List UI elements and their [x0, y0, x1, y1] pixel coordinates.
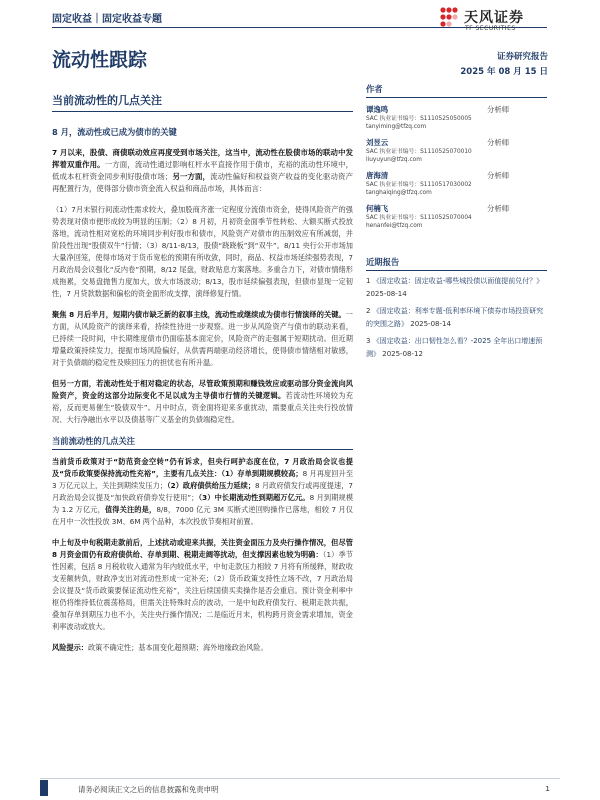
paragraph-5-point-3: （3）中长期流动性到期超万亿元。 — [198, 493, 310, 502]
paragraph-5-point-2: （2）政府债供给压力延续； — [167, 481, 256, 490]
lead-paragraph — [52, 147, 353, 195]
page-number: 1 — [545, 784, 550, 793]
paragraph-3-bold: 聚焦 8 月后半月，短期内债市缺乏新的叙事主线，流动性或继续成为债市行情演绎的关键。 — [52, 310, 346, 319]
recent-report-link[interactable] — [366, 335, 547, 361]
author-entry — [366, 137, 547, 164]
logo-icon — [437, 5, 461, 29]
logo-text-en: TF SECURITIES — [465, 25, 516, 32]
author-license: SAC 执业证书编号：S1110525070004 — [366, 215, 472, 221]
section-title-1: 8 月，流动性或已成为债市的关键 — [52, 126, 353, 141]
paragraph-3 — [52, 309, 353, 369]
main-content — [52, 126, 353, 663]
author-entry — [366, 170, 547, 197]
risk-text: 政策不确定性；基本面变化超预期；海外地缘政治风险。 — [87, 643, 268, 652]
report-title[interactable]: 《固定收益：固定收益-哪些城投债以面值提前兑付？》 — [372, 277, 544, 285]
report-index: 1 — [366, 277, 371, 285]
risk-label: 风险提示： — [52, 643, 88, 652]
paragraph-4-bold: 但另一方面，若流动性处于相对稳定的状态，尽管政策预期和赚钱效应或驱动部分资金流向风险资产，资金的这部分边际变化不足以成为主导债市行情的关键逻辑。 — [52, 379, 353, 400]
report-subtitle: 当前流动性的几点关注 — [52, 94, 162, 107]
author-name: 谭逸鸣 — [366, 105, 389, 114]
authors-heading: 作者 — [366, 83, 547, 98]
author-role: 分析师 — [487, 138, 510, 147]
paragraph-5-bold: 当前货币政策对于“防范资金空转”仍有诉求，但央行呵护态度在位，7 月政治局会议也提及“货币政策要保持流动性充裕”，主要有几点关注： — [52, 457, 353, 478]
author-name: 唐海清 — [366, 171, 389, 180]
author-name: 何楠飞 — [366, 204, 389, 213]
paragraph-4 — [52, 378, 353, 426]
recent-report-link[interactable] — [366, 305, 547, 331]
paragraph-6-text: （1）季节性因素，包括 8 月税收收入通常为年内较低水平，中旬走款压力相较 7 月将有所缓释，财政收支差额转负，财政净支出对流动性形成一定补充；（2）货币政策支持性立场不改，7 月政治局会议提及“货币政策要保证流动性充裕”，关注后续国债买卖操作是否会重启。预计资金利率中枢仍将维持低位震荡格局，但需关注特殊时点的波动，一是中旬政府债发行、税期走款共振，叠加存单到期压力也不小，关注央行操作情况；二是临近月末，机构跨月资金需求增加，资金利率波动或放大。 — [52, 550, 353, 631]
paragraph-5-text-4: 8/8，7000 亿元 3M 买断式逆回购操作已落地，相较 7 月仅在月中一次性投放 3M、6M 两个品种，本次投放节奏相对前置。 — [52, 505, 353, 526]
report-index: 2 — [366, 307, 371, 315]
report-title[interactable]: 《固定收益：利率专题-低利率环境下债券市场投资研究的突围之路》 — [366, 307, 544, 328]
author-email[interactable]: liuyuyun@tfzq.com — [366, 157, 422, 163]
footer-disclaimer: 请务必阅读正文之后的信息披露和免责申明 — [78, 785, 219, 794]
author-role: 分析师 — [487, 204, 510, 213]
report-date: 2025-08-14 — [366, 290, 407, 298]
paragraph-6 — [52, 537, 353, 633]
author-entry — [366, 104, 547, 131]
paragraph-4-text: 若流动性环境较为充裕，反而更易催生“股债双牛”。月中时点，资金面将迎来多重扰动，需要重点关注央行投放情况、大行净融出水平以及债基等广义基金的负债端稳定性。 — [52, 391, 353, 424]
risk-warning — [52, 642, 353, 654]
paragraph-5-text-1: 8 月再度回升至 3 万亿元以上，关注到期续发压力； — [52, 469, 354, 490]
author-role: 分析师 — [487, 105, 510, 114]
lead-text-1: 一方面，流动性通过影响杠杆水平直接作用于债市，充裕的流动性环境中，低成本杠杆资金同步利好股债市场； — [52, 160, 353, 181]
paragraph-5-text-3: 8 月到期规模为 1.2 万亿元， — [52, 493, 354, 514]
company-logo — [437, 3, 547, 39]
report-index: 3 — [366, 337, 371, 345]
author-license: SAC 执业证书编号：S1110525070010 — [366, 149, 472, 155]
author-email[interactable]: tanyiming@tfzq.com — [366, 124, 427, 130]
page-title: 流动性跟踪 — [52, 49, 148, 71]
lead-bold-2: 另一方面， — [172, 172, 211, 181]
paragraph-5-point-1: （1）存单到期规模较高； — [221, 469, 303, 478]
recent-reports-heading: 近期报告 — [366, 256, 547, 271]
paragraph-2: （1）7月末银行间流动性需求较大，叠加股商齐涨一定程度分流债市资金，使得风险资产的强势表现对债市便形成较为明显的压制；（2）8 月初，月初资金面季节性转松、大额买断式投放落地，流动性相对宽松的环境同步利好股市和债市，风险资产对债市的压制效应有所减弱，并阶段性出现“股债双牛”行情；（3）8/11-8/13，股债“跷跷板”到“双牛”。8/11 央行公开市场加大量净回笼，使得市场对于货币宽松的预期有所收敛，同时，商品、权益市场延续强势表现，7 月政治局会议强化“反内卷”预期，8/12 尾盘，财政贴息方案落地。多重合力下，对债市情绪形成拖累，交易盘抛售力度加大，放大市场波动；8/13，股市延续偏强表现，但债市显现一定韧性，7 月贷款数据和偏松的资金面形成支撑，演绎修复行情。 — [52, 205, 353, 298]
header-category: 固定收益｜固定收益专题 — [52, 14, 162, 25]
paragraph-3-text: 一方面，从风险资产的演绎来看，持续性待进一步观察。进一步从风险资产与债市的联动来看，已持续一段时间，中长期维度债市仍面临基本面定价，风险资产的走强属于短期扰动。但近期增量政策持续发力，提振市场风险偏好，从供需两端驱动经济增长，使得债市情绪相对敏感，对于负债端的稳定性及赎回压力的担忧也有所升温。 — [52, 310, 353, 367]
author-license: SAC 执业证书编号：S1110525050005 — [366, 116, 472, 122]
author-license: SAC 执业证书编号：S1110517030002 — [366, 182, 472, 188]
author-email[interactable]: henanfei@tfzq.com — [366, 223, 423, 229]
report-date: 2025-08-12 — [382, 350, 423, 358]
logo-text-cn: 天风证券 — [464, 10, 524, 26]
report-date: 2025-08-14 — [410, 320, 451, 328]
author-email[interactable]: tanghaiqing@tfzq.com — [366, 190, 432, 196]
paragraph-5-highlight: 值得关注的是， — [104, 505, 157, 514]
paragraph-6-bold: 中上旬及中旬税期走款前后，上述扰动或迎来共振，关注资金面压力及央行操作情况，但尽管 8 月资金面仍有政府债供给、存单到期、税期走阔等扰动，但支撑因素也较为明确： — [52, 538, 353, 559]
author-role: 分析师 — [487, 171, 510, 180]
lead-bold: 7 月以来，股债、商债联动效应再度受到市场关注，这当中，流动性在股债市场的联动中发挥着双重作用。 — [52, 148, 353, 169]
author-name: 刘昱云 — [366, 138, 389, 147]
lead-text-2: 流动性偏好和权益资产收益的变化驱动资产再配置行为，使得部分债市资金流入权益和商品市场，具体而言： — [52, 172, 353, 193]
report-date: 2025 年 08 月 15 日 — [460, 67, 548, 77]
subtitle-divider — [52, 111, 353, 112]
report-type: 证券研究报告 — [496, 52, 548, 62]
footer-accent-bar — [40, 780, 48, 796]
author-entry — [366, 203, 547, 230]
footer-divider — [40, 778, 560, 779]
sidebar — [366, 83, 547, 361]
paragraph-5-text-2: 8 月政府债发行或再度提速，7 月政治局会议提及“加快政府债券发行使用”； — [52, 481, 354, 502]
section-title-2: 当前流动性的几点关注 — [52, 435, 353, 450]
report-title[interactable]: 《固定收益：出口韧性怎么看？-2025 全年出口增速预测》 — [366, 337, 543, 358]
recent-report-link[interactable] — [366, 275, 547, 301]
paragraph-5 — [52, 456, 353, 528]
